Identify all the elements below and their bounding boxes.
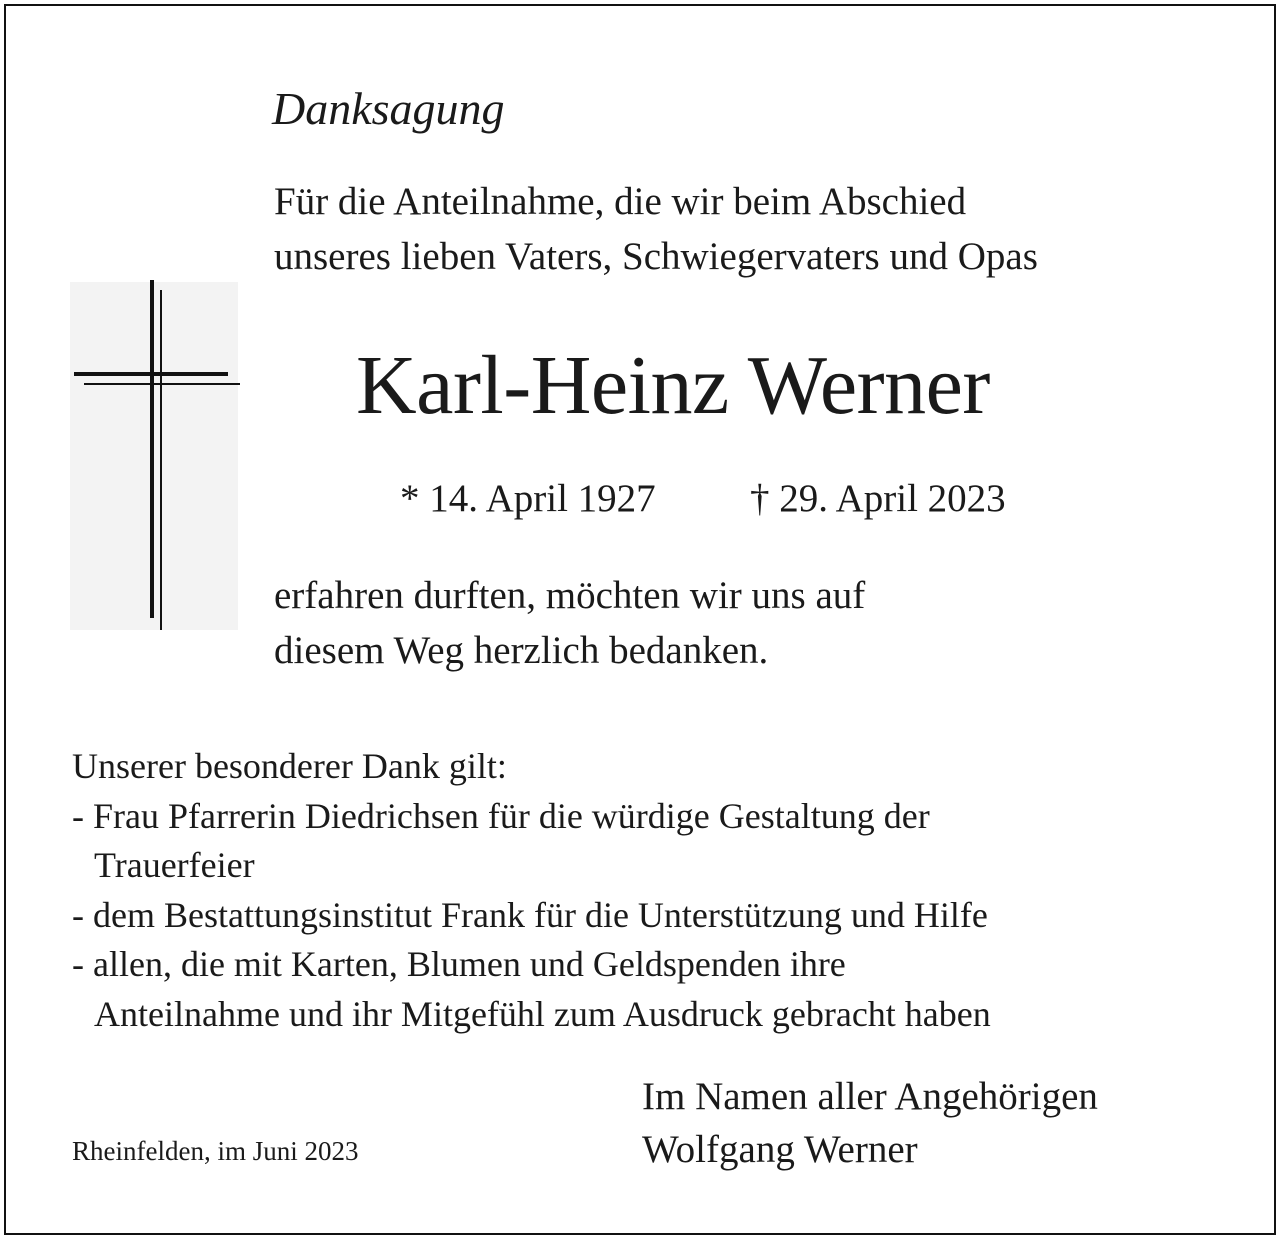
thanks-item: - Frau Pfarrerin Diedrichsen für die würdige Gestaltung der [72, 795, 930, 836]
intro-line: unseres lieben Vaters, Schwiegervaters und Opas [274, 235, 1038, 278]
intro-text [274, 174, 1038, 284]
thanks-item: - allen, die mit Karten, Blumen und Geldspenden ihre [72, 944, 846, 984]
birth-date: * 14. April 1927 [400, 477, 656, 520]
deceased-name: Karl-Heinz Werner [356, 339, 990, 432]
death-date: † 29. April 2023 [750, 477, 1006, 520]
thanks-list [72, 742, 991, 1039]
thanks-intro: Unserer besonderer Dank gilt: [72, 746, 507, 786]
closing-line: erfahren durften, möchten wir uns auf [274, 574, 866, 617]
cross-icon [70, 276, 242, 632]
thanks-item: - dem Bestattungsinstitut Frank für die Unterstützung und Hilfe [72, 894, 988, 935]
notice-heading: Danksagung [272, 83, 505, 134]
closing-text [274, 568, 865, 678]
thanks-item-continuation: Anteilnahme und ihr Mitgefühl zum Ausdruck gebracht haben [94, 993, 991, 1034]
thanks-item-continuation: Trauerfeier [94, 845, 255, 885]
obituary-notice [4, 4, 1276, 1235]
signature-name: Wolfgang Werner [642, 1128, 918, 1171]
closing-line: diesem Weg herzlich bedanken. [274, 629, 769, 672]
intro-line: Für die Anteilnahme, die wir beim Abschied [274, 180, 967, 223]
place-date: Rheinfelden, im Juni 2023 [72, 1136, 359, 1166]
signature-line: Im Namen aller Angehörigen [642, 1075, 1098, 1118]
signature-block [642, 1070, 1098, 1176]
